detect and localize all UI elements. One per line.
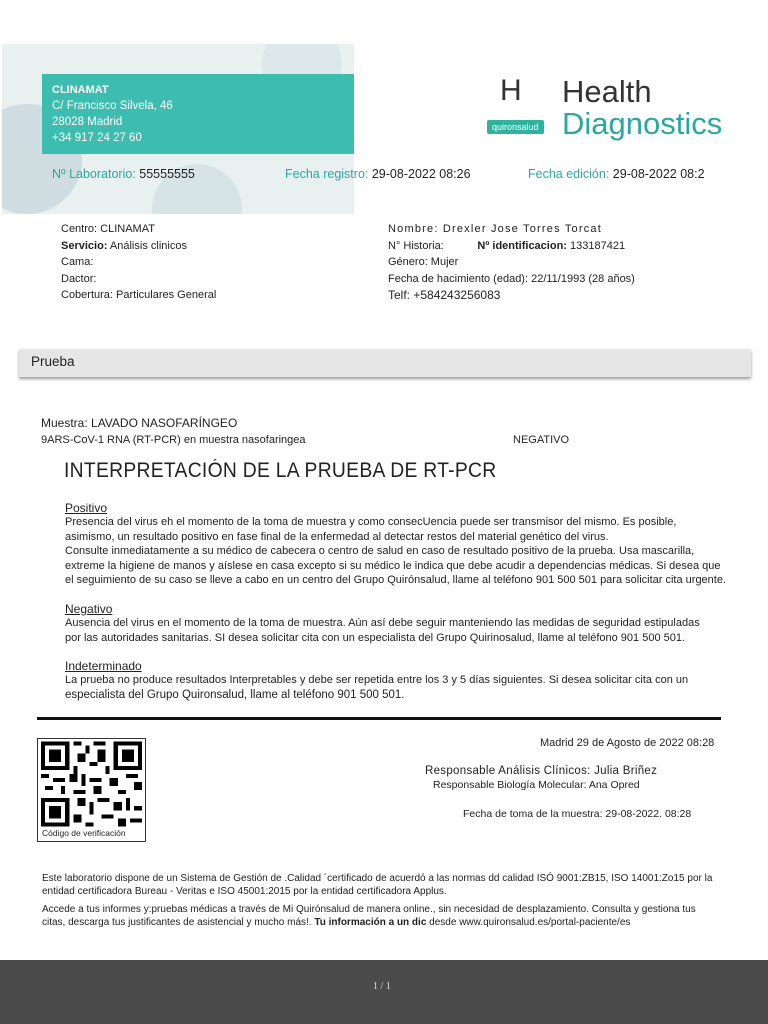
clinic-name: CLINAMAT <box>52 84 109 96</box>
qr-code-icon <box>41 741 142 827</box>
clinic-info-box <box>42 74 354 154</box>
page-indicator: 1 / 1 <box>373 981 391 992</box>
logo-health-text: Health <box>562 74 652 109</box>
clinic-address-1: C/ Francisco Silvela, 46 <box>52 100 173 112</box>
nacimiento-field: Fecha de hacimiento (edad): 22/11/1993 (28 años) <box>388 272 635 285</box>
positivo-text: Presencia del virus eh el momento de la toma de muestra y como consecUencia puede ser transmisor del mismo. Es posible, asimismo, un resultado positivo en fase final de la enfermedad al detectar restos del material genético del virus. Consulte inmediatamente a su médico de cabecera o centro de salud en caso de resultado positivo de la prueba. Usa mascarilla, extreme la higiene de manos y aíslese en casa excepto si su médico le indica que debe acudir a dependencias médicas. Si desea que el seguimiento de su caso se lleve a cabo en un centro del Grupo Quirónsalud, llame al teléfono 901 500 501 para solicitar cita urgente. <box>65 516 727 586</box>
clinic-address-2: 28028 Madrid <box>52 116 123 128</box>
positivo-section <box>65 501 745 588</box>
indeterminado-heading: Indeterminado <box>65 659 142 673</box>
viewer-toolbar <box>0 960 768 1024</box>
patient-info-left <box>61 221 216 304</box>
section-divider <box>37 717 721 720</box>
positivo-heading: Positivo <box>65 501 108 515</box>
test-name: 9ARS-CoV-1 RNA (RT-PCR) en muestra nasofaringea <box>41 434 306 446</box>
logo-diagnostics-text: Diagnostics <box>562 106 723 141</box>
indeterminado-text: La prueba no produce resultados Interpretables y debe ser repetida entre los 3 y 5 días siguientes. Si desea solicitar cita con un especialista del Grupo Quironsalud, llame al teléfono 901 500 501. <box>65 674 689 701</box>
quironsalud-logo: quironsalud <box>487 120 544 134</box>
registro-date: Fecha registro: 29-08-2022 08:26 <box>285 167 471 181</box>
fecha-toma: Fecha de toma de la muestra: 29-08-2022. 08:28 <box>463 808 692 820</box>
muestra-label: Muestra: LAVADO NASOFARÍNGEO <box>41 416 238 430</box>
lab-number: Nº Laboratorio: 55555555 <box>52 167 195 181</box>
indeterminado-section <box>65 659 745 702</box>
quality-statement: Este laboratorio dispone de un Sistema de Gestión de .Calidad ´certificado de acuerdó a las normas dd calidad ISÓ 9001:ZB15, ISO 14001:Zo15 por la entidad certificadora Bureau - Veritas e ISO 45001:2015 por la entidad certificadora Applus. <box>42 873 713 897</box>
servicio-field: Servicio: Análisis clinicos <box>61 239 187 252</box>
prueba-header-label: Prueba <box>31 354 75 369</box>
cobertura-field: Cobertura: Particulares General <box>61 289 217 301</box>
portal-info: Accede a tus informes y:pruebas médicas a través de Mi Quirónsalud de manera online., sin necesidad de desplazamiento. Consulta y gestiona tus citas, descarga tus justificantes de asistencial y mucho más!. Tu información a un dic desde www.quironsalud.es/portal-paciente/es <box>42 904 696 928</box>
prueba-header-bar <box>19 349 751 377</box>
logo-h-mark: H <box>500 74 522 107</box>
nombre-field: Nombre: Drexler Jose Torres Torcat <box>388 223 603 235</box>
interpretation-title: INTERPRETACIÓN DE LA PRUEBA DE RT-PCR <box>64 459 497 482</box>
historia-field: N° Historia: Nº identificacion: 133187421 <box>388 239 626 252</box>
qr-caption: Código de verificación <box>42 828 126 838</box>
negativo-section <box>65 602 745 645</box>
responsable-analisis: Responsable Análisis Clínicos: Julia Briñez <box>425 765 658 777</box>
verification-qr[interactable] <box>37 738 146 842</box>
clinic-phone: +34 917 24 27 60 <box>52 132 142 144</box>
responsable-biologia: Responsable Biología Molecular: Ana Opred <box>433 779 640 791</box>
report-date: Madrid 29 de Agosto de 2022 08:28 <box>540 737 715 749</box>
test-result: NEGATIVO <box>513 434 570 446</box>
doctor-field: Dactor: <box>61 272 97 285</box>
centro-field: Centro: CLINAMAT <box>61 223 155 235</box>
edicion-date: Fecha edición: 29-08-2022 08:2 <box>528 167 705 181</box>
negativo-text: Ausencia del virus en el momento de la toma de muestra. Aún así debe seguir manteniendo las medidas de seguridad estipuladas por las autoridades sanitarias. SI desea solicitar cita con un especialista del Grupo Quirinosalud, llame al teléfono 901 500 501. <box>65 617 700 644</box>
genero-field: Género: Mujer <box>388 256 459 268</box>
patient-info-right <box>388 221 635 304</box>
telefono-field: Telf: +584243256083 <box>388 288 501 302</box>
negativo-heading: Negativo <box>65 602 113 616</box>
cama-field: Cama: <box>61 256 94 268</box>
